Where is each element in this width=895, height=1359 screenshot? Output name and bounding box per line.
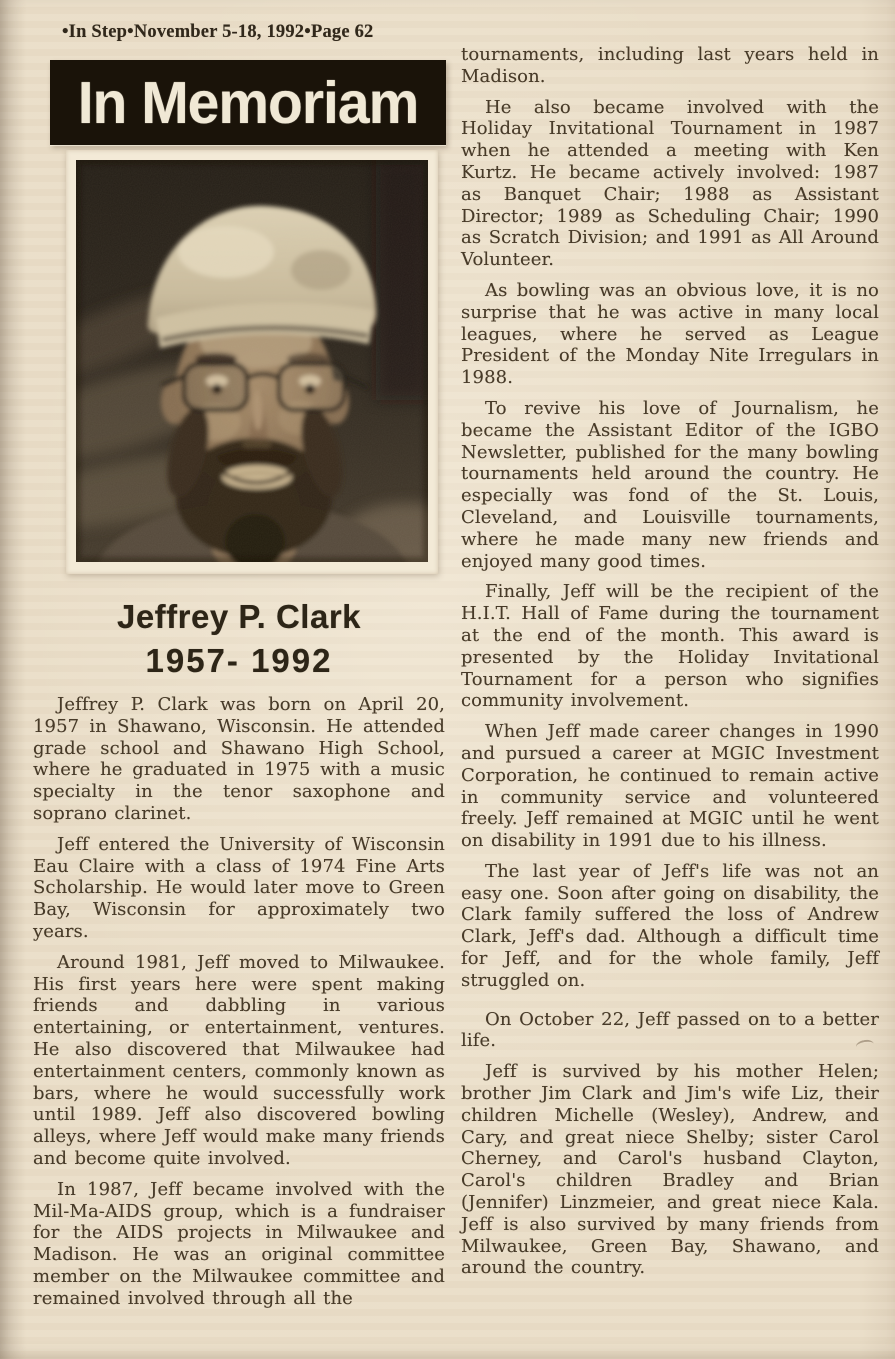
obituary-paragraph: Around 1981, Jeff moved to Milwaukee. His first years here were spent making friends and dabbling in various entertaining, or entertainment, ventures. He also discovered that Milwaukee had entertainment centers, commonly known as bars, where he would successfully work until 1989. Jeff also discovered bowling alleys, where Jeff would make many friends and become quite involved. [33, 951, 445, 1169]
portrait-photo [76, 160, 428, 562]
obituary-paragraph: Jeff is survived by his mother Helen; brother Jim Clark and Jim's wife Liz, their children Michelle (Wesley), Andrew, and Cary, and great niece Shelby; sister Carol Cherney, and Carol's husband Clayton, Carol's children Bradley and Brian (Jennifer) Linzmeier, and great niece Kala. Jeff is also survived by many friends from Milwaukee, Green Bay, Shawano, and around the country. [461, 1061, 879, 1279]
right-column [461, 44, 879, 1288]
obituary-years-heading: 1957- 1992 [145, 642, 333, 679]
obituary-name-heading: Jeffrey P. Clark [116, 598, 362, 635]
obituary-paragraph: tournaments, including last years held in Madison. [461, 44, 879, 87]
obituary-paragraph: In 1987, Jeff became involved with the Mil-Ma-AIDS group, which is a fundraiser for the AIDS projects in Milwaukee and Madison. He was an original committee member on the Milwaukee committee and remained involved through all the [33, 1178, 445, 1309]
obituary-paragraph: Jeff entered the University of Wisconsin Eau Claire with a class of 1974 Fine Arts Scholarship. He would later move to Green Bay, Wisconsin for approximately two years. [33, 833, 445, 942]
section-banner [50, 60, 446, 145]
obituary-paragraph: Finally, Jeff will be the recipient of the H.I.T. Hall of Fame during the tournament at the end of the month. This award is presented by the Holiday Invitational Tournament for a person who signifies community involvement. [461, 581, 879, 712]
left-column [33, 598, 445, 1319]
section-banner-title: In Memoriam [77, 69, 419, 136]
obituary-paragraph: On October 22, Jeff passed on to a better life. [461, 1008, 879, 1052]
portrait-photo-illustration [76, 160, 428, 562]
portrait-photo-frame [66, 150, 438, 574]
obituary-paragraph: When Jeff made career changes in 1990 and pursued a career at MGIC Investment Corporation, he continued to remain active in community service and volunteered freely. Jeff remained at MGIC until he went on disability in 1991 due to his illness. [461, 721, 879, 852]
obituary-paragraph: As bowling was an obvious love, it is no surprise that he was active in many local leagues, where he served as League President of the Monday Nite Irregulars in 1988. [461, 279, 879, 389]
obituary-paragraph: He also became involved with the Holiday Invitational Tournament in 1987 when he attended a meeting with Ken Kurtz. He became actively involved: 1987 as Banquet Chair; 1988 as Assistant Director; 1989 as Scheduling Chair; 1990 as Scratch Division; and 1991 as All Around Volunteer. [461, 96, 879, 271]
obituary-paragraph: The last year of Jeff's life was not an easy one. Soon after going on disability, the Clark family suffered the loss of Andrew Clark, Jeff's dad. Although a difficult time for Jeff, and for the whole family, Jeff struggled on. [461, 860, 879, 991]
obituary-paragraph: Jeffrey P. Clark was born on April 20, 1957 in Shawano, Wisconsin. He attended grade school and Shawano High School, where he graduated in 1975 with a music specialty in the tenor saxophone and soprano clarinet. [33, 694, 445, 824]
obituary-paragraph: To revive his love of Journalism, he became the Assistant Editor of the IGBO Newsletter, published for the many bowling tournaments held around the country. He especially was fond of the St. Louis, Cleveland, and Louisville tournaments, where he made many new friends and enjoyed many good times. [461, 397, 879, 572]
publication-header: •In Step•November 5-18, 1992•Page 62 [62, 22, 374, 42]
